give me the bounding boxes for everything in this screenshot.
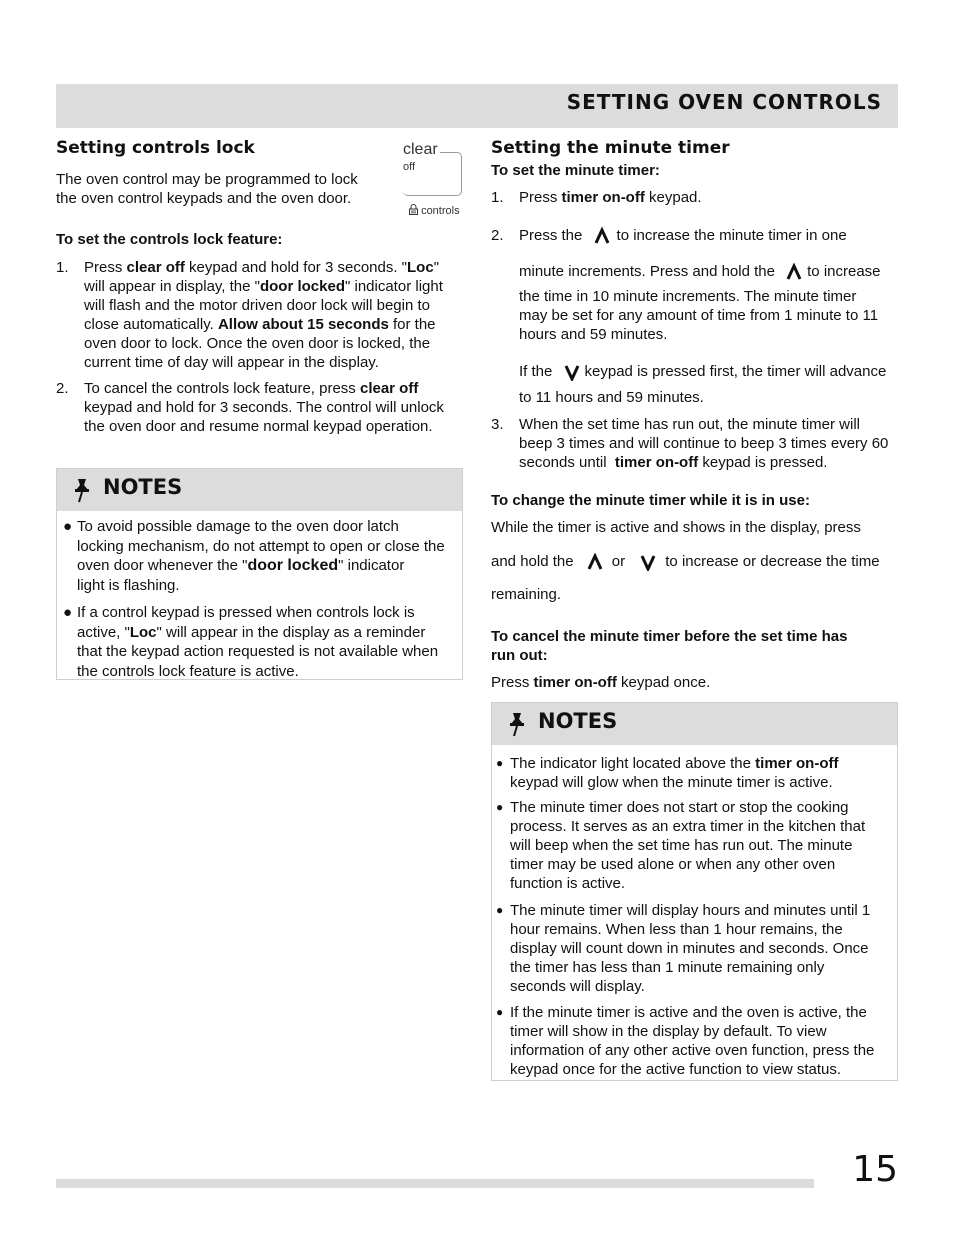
lock-icon <box>409 204 418 215</box>
left-note-2-text: If a control keypad is pressed when controls lock is active, "Loc" will appear in the display as a reminder that the keypad action requested is not available when the controls lock feature is active. <box>77 604 439 680</box>
change-timer-line-1: While the timer is active and shows in the display, press <box>491 519 861 536</box>
left-note-1-text: To avoid possible damage to the oven door latch locking mechanism, do not attempt to open or close the oven door whenever the "door locked" indicator light is flashing. <box>77 518 445 594</box>
change-timer-line-3: remaining. <box>491 586 562 603</box>
clear-off-keypad-illustration <box>403 140 463 220</box>
down-arrow-icon <box>639 553 657 571</box>
timer-step-1-text: Press timer on-off keypad. <box>519 189 702 206</box>
footer-bar <box>56 1179 814 1188</box>
page-title: SETTING OVEN CONTROLS <box>566 90 882 114</box>
controls-lock-subhead: To set the controls lock feature: <box>56 231 283 248</box>
right-note-4-text: If the minute timer is active and the oven is active, the timer will show in the display by default. To view information of any other active oven function, press the keypad once for the active function to view status. <box>510 1004 875 1078</box>
notes-header <box>492 703 897 745</box>
bullet-icon: ● <box>496 903 504 917</box>
up-arrow-icon <box>785 263 803 281</box>
minute-timer-title: Setting the minute timer <box>491 138 730 158</box>
bullet-icon: ● <box>496 756 504 770</box>
notes-title: NOTES <box>103 475 183 499</box>
page-number: 15 <box>852 1149 898 1190</box>
bullet-icon: ● <box>63 518 73 535</box>
pushpin-icon <box>506 711 528 737</box>
notes-title: NOTES <box>538 709 618 733</box>
change-timer-subhead: To change the minute timer while it is in use: <box>491 492 810 509</box>
cancel-timer-text: Press timer on-off keypad once. <box>491 674 711 691</box>
timer-step-3-text: When the set time has run out, the minute timer will beep 3 times and will continue to beep 3 times every 60 seconds until timer on-off keypad is pressed. <box>519 416 889 471</box>
up-arrow-icon <box>586 553 604 571</box>
keypad-controls-label: controls <box>409 202 460 221</box>
cancel-timer-subhead: To cancel the minute timer before the set time has run out: <box>491 628 848 664</box>
lock-step-2-text: To cancel the controls lock feature, press clear off keypad and hold for 3 seconds. The control will unlock the oven door and resume normal keypad operation. <box>84 380 444 435</box>
bullet-icon: ● <box>496 1005 504 1019</box>
down-arrow-icon <box>563 363 581 381</box>
controls-lock-notes <box>56 468 463 680</box>
minute-timer-subhead: To set the minute timer: <box>491 162 660 179</box>
change-timer-line-2: and hold the or to increase or decrease the time <box>491 553 880 570</box>
bullet-icon: ● <box>63 604 73 621</box>
up-arrow-icon <box>593 227 611 245</box>
right-note-2-text: The minute timer does not start or stop the cooking process. It serves as an extra timer in the kitchen that will beep when the set time has run out. The minute timer may be used alone or when any other oven function is active. <box>510 799 866 892</box>
controls-lock-intro: The oven control may be programmed to lock the oven control keypads and the oven door. <box>56 171 358 207</box>
notes-header <box>57 469 462 511</box>
keypad-off-label: off <box>403 161 416 173</box>
minute-timer-notes <box>491 702 898 1081</box>
right-note-3-text: The minute timer will display hours and minutes until 1 hour remains. When less than 1 hour remains, the display will count down in minutes and seconds. Once the timer has less than 1 minute remaining only seconds will display. <box>510 902 871 995</box>
header-bar <box>56 84 898 128</box>
right-note-1-text: The indicator light located above the timer on-off keypad will glow when the minute timer is active. <box>510 755 839 791</box>
pushpin-icon <box>71 477 93 503</box>
controls-lock-title: Setting controls lock <box>56 138 255 158</box>
keypad-clear-label: clear <box>403 141 438 158</box>
lock-step-1-text: Press clear off keypad and hold for 3 seconds. "Loc" will appear in display, the "door locked" indicator light will flash and the motor driven door lock will begin to close automatically. Allow about 15 seconds for the oven door to lock. Once the oven door is locked, the current time of day will appear in the display. <box>84 259 443 371</box>
bullet-icon: ● <box>496 800 504 814</box>
